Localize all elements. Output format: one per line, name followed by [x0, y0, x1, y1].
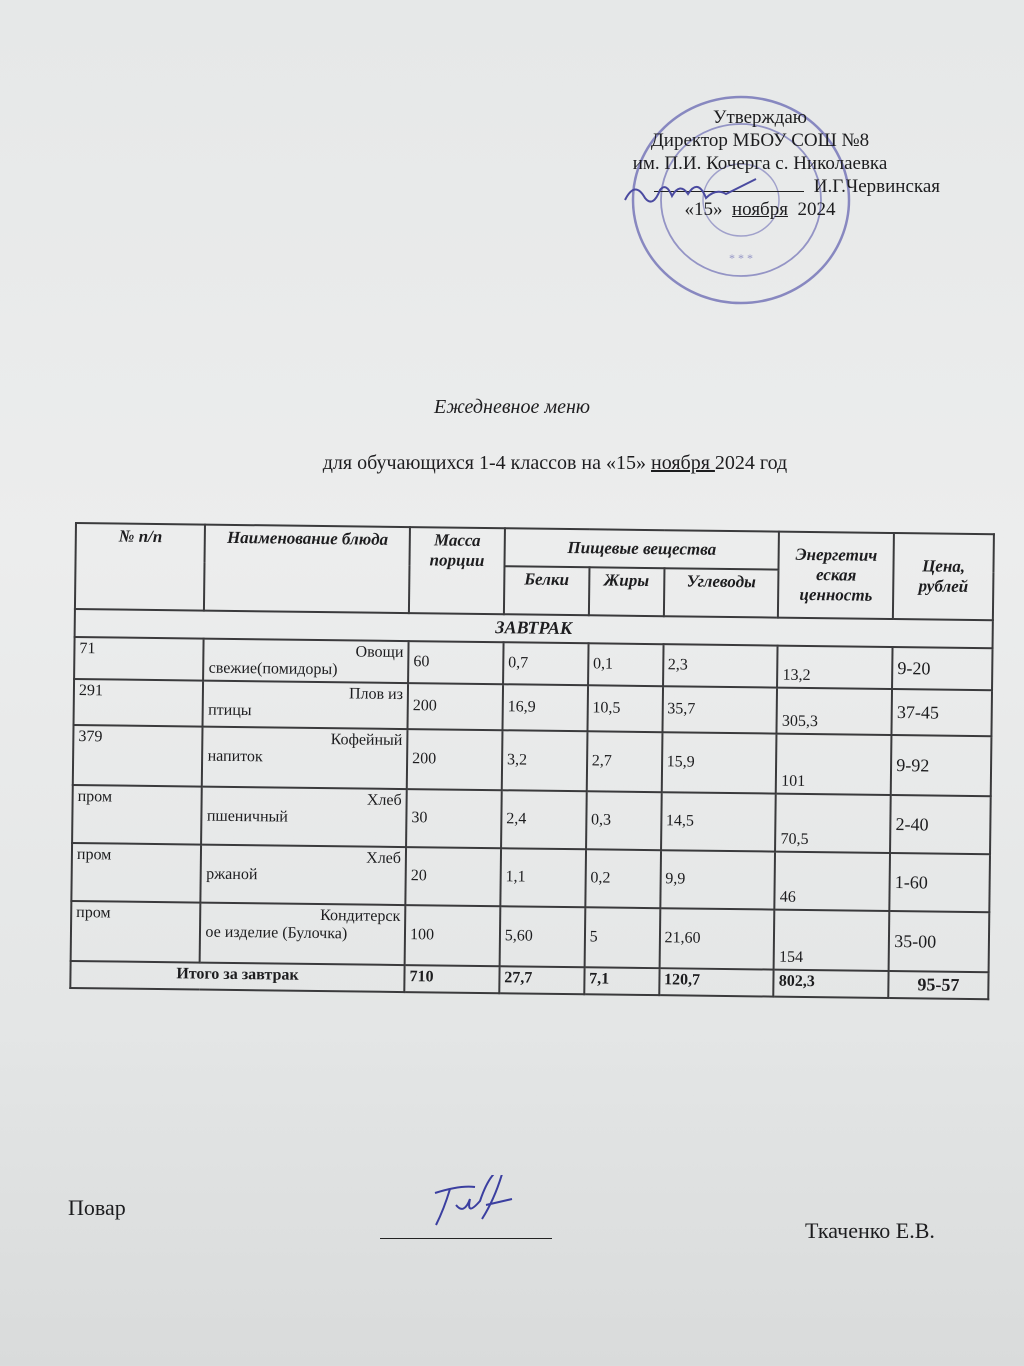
dish-fat: 0,1	[588, 643, 663, 686]
approval-school: им. П.И. Кочерга с. Николаевка	[632, 153, 888, 174]
dish-number: 291	[74, 679, 204, 727]
director-signature	[620, 175, 780, 215]
header-num: № п/п	[75, 523, 206, 611]
header-carbs: Углеводы	[663, 568, 778, 617]
dish-mass: 30	[406, 789, 502, 848]
dish-fat: 0,2	[585, 849, 661, 908]
approval-heading: Утверждаю	[713, 107, 807, 128]
dish-number: пром	[72, 785, 202, 845]
dish-price: 35-00	[889, 911, 990, 972]
dish-energy: 70,5	[775, 794, 891, 853]
cook-signature	[420, 1175, 530, 1235]
header-fat: Жиры	[589, 567, 664, 616]
dish-energy: 154	[774, 910, 890, 971]
dish-price: 1-60	[890, 853, 990, 912]
header-price: Цена, рублей	[893, 533, 994, 620]
dish-number: 71	[74, 637, 204, 681]
dish-carbs: 15,9	[661, 732, 777, 793]
dish-mass: 60	[408, 641, 503, 684]
dish-carbs: 2,3	[663, 644, 778, 687]
header-name: Наименование блюда	[204, 525, 410, 613]
dish-energy: 13,2	[777, 646, 892, 689]
dish-price: 9-20	[892, 647, 992, 690]
dish-mass: 200	[408, 683, 503, 730]
dish-name: Овощи свежие(помидоры)	[204, 639, 409, 683]
dish-name: Кофейный напиток	[202, 727, 407, 789]
cook-role: Повар	[68, 1195, 126, 1220]
dish-price: 37-45	[892, 689, 992, 736]
dish-mass: 20	[405, 847, 501, 906]
dish-protein: 2,4	[501, 790, 587, 849]
dish-mass: 200	[407, 729, 503, 790]
total-row: Итого за завтрак 710 27,7 7,1 120,7 802,3 95-57	[70, 961, 988, 999]
document-subtitle: для обучающихся 1-4 классов на «15» ноября 2024 год	[322, 452, 788, 474]
document-title: Ежедневное меню	[434, 396, 590, 418]
dish-carbs: 14,5	[661, 792, 776, 851]
dish-energy: 46	[775, 852, 891, 911]
dish-number: пром	[71, 843, 201, 903]
approval-date: «15» ноября 2024	[684, 199, 836, 220]
dish-carbs: 9,9	[660, 850, 775, 909]
dish-name: Хлеб ржаной	[201, 845, 406, 905]
dish-carbs: 21,60	[659, 908, 775, 969]
dish-protein: 5,60	[499, 906, 585, 967]
dish-carbs: 35,7	[662, 686, 777, 733]
signature-line	[380, 1238, 552, 1239]
dish-price: 2-40	[890, 795, 990, 854]
dish-fat: 2,7	[586, 731, 662, 792]
dish-name: Кондитерск ое изделие (Булочка)	[200, 903, 405, 965]
dish-number: пром	[71, 901, 201, 963]
dish-protein: 3,2	[502, 730, 588, 791]
dish-mass: 100	[405, 905, 501, 966]
approval-position: Директор МБОУ СОШ №8	[650, 130, 870, 151]
approval-signatory: И.Г.Червинская	[813, 176, 940, 197]
svg-text:* * *: * * *	[729, 251, 753, 265]
dish-fat: 5	[584, 907, 660, 968]
header-energy: Энергетич еская ценность	[778, 532, 894, 619]
dish-price: 9-92	[891, 735, 992, 796]
dish-fat: 0,3	[586, 791, 662, 850]
header-protein: Белки	[504, 566, 589, 615]
section-breakfast: ЗАВТРАК	[75, 609, 993, 648]
dish-protein: 0,7	[503, 642, 588, 685]
dish-fat: 10,5	[587, 685, 662, 732]
dish-name: Хлеб пшеничный	[202, 787, 407, 847]
dish-energy: 305,3	[777, 688, 892, 735]
cook-name: Ткаченко Е.В.	[805, 1218, 935, 1243]
dish-energy: 101	[776, 734, 892, 795]
dish-protein: 16,9	[502, 684, 587, 731]
dish-protein: 1,1	[500, 848, 586, 907]
header-mass: Масса порции	[409, 527, 505, 614]
dish-number: 379	[73, 725, 203, 787]
menu-table	[69, 522, 995, 1000]
header-nutrients: Пищевые вещества	[504, 528, 779, 569]
dish-name: Плов из птицы	[203, 681, 408, 729]
table-row	[71, 901, 990, 972]
table-row	[73, 725, 992, 796]
